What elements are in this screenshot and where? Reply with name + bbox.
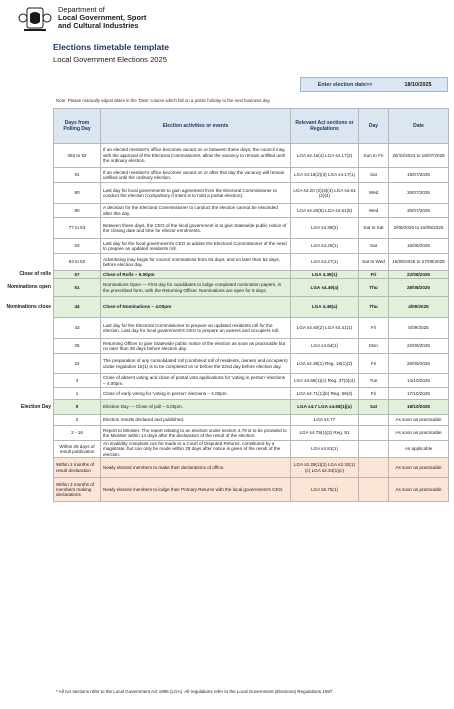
- cell-date: 16/08/2025 to 27/08/2025: [389, 254, 449, 271]
- cell-activity: Close of early voting for 'voting in person' elections – 4.00pm.: [101, 388, 291, 400]
- cell-date: 17/10/2025: [389, 388, 449, 400]
- cell-sections: LGA s4.16(4) LGA s4.17(2): [291, 144, 359, 168]
- table-row: [54, 279, 449, 297]
- cell-days: 0: [54, 400, 101, 415]
- cell-activity: Close of Nominations – 4.00pm: [101, 297, 291, 318]
- cell-activity: Last day for the local government's CEO to advise the Electoral Commissioner of the need to prepare an updated residents roll.: [101, 239, 291, 254]
- table-row: [54, 318, 449, 339]
- table-row: [54, 271, 449, 279]
- cell-date: 18/10/2025: [389, 400, 449, 415]
- cell-sections: LGA s4.81(1): [291, 441, 359, 458]
- cell-activity: Newly elected members to lodge their Primary Returns with the local government's CEO.: [101, 478, 291, 502]
- cell-activity: Report to Minister. The report relating to an election under section 4.79 is to be provided to the Minister within 14 days after the declaration of the result of the election.: [101, 426, 291, 441]
- col-date: Date: [389, 109, 449, 144]
- election-date-input[interactable]: [300, 77, 448, 92]
- table-row: [54, 183, 449, 204]
- cell-date: 19/07/2025: [389, 168, 449, 183]
- cell-day: Sat to Sat: [359, 218, 389, 239]
- table-row: [54, 400, 449, 415]
- cell-activity: If an elected member's office becomes vacant on or after this day the vacancy will remain unfilled until the ordinary election.: [101, 168, 291, 183]
- cell-day: Sat: [359, 400, 389, 415]
- cell-days: 91: [54, 168, 101, 183]
- cell-days: 80: [54, 183, 101, 204]
- cell-date: As applicable: [389, 441, 449, 458]
- side-label-election-day: Election Day: [20, 403, 51, 410]
- cell-day: Mon: [359, 339, 389, 354]
- side-label-nominations-close: Nominations close: [6, 303, 51, 310]
- election-date-label: Enter election date>>: [317, 81, 373, 88]
- col-day: Day: [359, 109, 389, 144]
- cell-date: 30/07/2025: [389, 183, 449, 204]
- cell-sections: LGA s2.29(1)(2) LGA s2.32(1)(c) LGA s2.34(1)(c): [291, 458, 359, 478]
- cell-days: 80: [54, 204, 101, 218]
- col-sections: Relevant Act sections or Regulations: [291, 109, 359, 144]
- table-row: [54, 354, 449, 374]
- cell-days: 363 to 92: [54, 144, 101, 168]
- cell-date: 14/10/2025: [389, 374, 449, 388]
- cell-activity: Returning Officer to give Statewide public notice of the election as soon as practicable but no later than 26 days before election day.: [101, 339, 291, 354]
- cell-date: 28/08/2025: [389, 279, 449, 297]
- cell-date: 30/07/2025: [389, 204, 449, 218]
- note-text: Note: Please manually adjust dates in the 'Date' column which fall on a public holiday to the next business day.: [56, 98, 271, 103]
- cell-activity: Close of Rolls – 5.00pm: [101, 271, 291, 279]
- cell-days: 2: [54, 415, 101, 426]
- footer-note: * All Act sections refer to the Local Government Act 1995 (LGA). All regulations refer to the Local Government (Elections) Regulations 1997.: [56, 689, 334, 694]
- cell-day: [359, 426, 389, 441]
- cell-date: As soon as practicable: [389, 426, 449, 441]
- table-row: [54, 441, 449, 458]
- cell-sections: LGA s4.38(1) Reg. 18(1)(2): [291, 354, 359, 374]
- cell-date: As soon as practicable: [389, 458, 449, 478]
- col-activity: Election activities or events: [101, 109, 291, 144]
- cell-sections: LGA s4.7 LGA s4.68(1)(a): [291, 400, 359, 415]
- cell-days: 51: [54, 279, 101, 297]
- cell-day: Thu: [359, 279, 389, 297]
- cell-date: 5/09/2025: [389, 318, 449, 339]
- department-line-2: Local Government, Sport: [58, 13, 147, 22]
- document-title: Elections timetable template: [53, 42, 170, 52]
- table-row: [54, 239, 449, 254]
- cell-sections: LGA s4.47(1): [291, 254, 359, 271]
- cell-day: Wed: [359, 183, 389, 204]
- table-row: [54, 426, 449, 441]
- cell-days: 4: [54, 374, 101, 388]
- cell-days: 63 to 52: [54, 254, 101, 271]
- cell-date: As soon as practicable: [389, 415, 449, 426]
- table-row: [54, 374, 449, 388]
- cell-day: Sat to Wed: [359, 254, 389, 271]
- table-row: [54, 218, 449, 239]
- cell-sections: LGA s4.64(1): [291, 339, 359, 354]
- col-days: Days from Polling Day: [54, 109, 101, 144]
- cell-days: 26: [54, 339, 101, 354]
- table-row: [54, 204, 449, 218]
- cell-activity: Last day for the Electoral Commissioner to prepare an updated residents roll for the election. Last day for local government's CEO to prepare an owners and occupiers roll.: [101, 318, 291, 339]
- table-row: [54, 339, 449, 354]
- cell-activity: Close of absent voting and close of postal vote applications for 'voting in person' elections – 4.00pm.: [101, 374, 291, 388]
- cell-days: 57: [54, 271, 101, 279]
- department-line-3: and Cultural Industries: [58, 21, 139, 30]
- side-label-close-rolls: Close of rolls: [19, 271, 51, 277]
- cell-day: Sat: [359, 239, 389, 254]
- cell-day: [359, 441, 389, 458]
- cell-sections: LGA s4.40(1): [291, 239, 359, 254]
- table-row: [54, 168, 449, 183]
- cell-days: 77 to 63: [54, 218, 101, 239]
- cell-sections: LGA s4.40(2) LGA s4.41(1): [291, 318, 359, 339]
- cell-activity: If an elected member's office becomes vacant on or between these days, the council may, with the approval of the Electoral Commissioner, allow the vacancy to remain unfilled until the ordinary election.: [101, 144, 291, 168]
- cell-activity: Newly elected members to make their declarations of office.: [101, 458, 291, 478]
- cell-activity: The preparation of any consolidated roll (combined roll of residents, owners and occupiers) under regulation 18(1) is to be completed on or before the 22nd day before election day.: [101, 354, 291, 374]
- table-row: [54, 254, 449, 271]
- cell-day: Fri: [359, 388, 389, 400]
- cell-day: Wed: [359, 204, 389, 218]
- cell-days: Within 2 months of result declaration: [54, 458, 101, 478]
- cell-sections: LGA s4.20(6) LGA s4.61(5): [291, 204, 359, 218]
- cell-day: Thu: [359, 297, 389, 318]
- cell-days: Within 28 days of result publication: [54, 441, 101, 458]
- cell-activity: Last day for local governments to gain agreement from the Electoral Commissioner to conduct the election (compulsory if intent is to hold a postal election).: [101, 183, 291, 204]
- cell-activity: A decision for the Electoral Commissioner to conduct the election cannot be rescinded after this day.: [101, 204, 291, 218]
- cell-day: Fri: [359, 354, 389, 374]
- cell-sections: LGA s4.77: [291, 415, 359, 426]
- department-line-1: Department of: [58, 5, 105, 14]
- cell-date: As soon as practicable: [389, 478, 449, 502]
- cell-activity: Election Day — Close of poll – 6.00pm.: [101, 400, 291, 415]
- cell-activity: Between these days, the CEO of the local government is to give Statewide public notice of the closing date and time for elector enrolments.: [101, 218, 291, 239]
- cell-activity: An invalidity complaint can be made to a Court of Disputed Returns, constituted by a magistrate, but can only be made within 28 days after notice is given of the result of the election.: [101, 441, 291, 458]
- cell-date: 2/08/2025 to 16/08/2025: [389, 218, 449, 239]
- cell-days: 1: [54, 388, 101, 400]
- cell-date: 22/09/2025: [389, 339, 449, 354]
- cell-days: Within 3 months of members making declarations: [54, 478, 101, 502]
- cell-sections: LGA s4.16(2)(3) LGA s4.17(1): [291, 168, 359, 183]
- cell-days: 2 - 16: [54, 426, 101, 441]
- cell-sections: LGA s5.75(1): [291, 478, 359, 502]
- cell-days: 43: [54, 318, 101, 339]
- cell-activity: Advertising may begin for council nominations from 63 days, and no later than 52 days, before election day.: [101, 254, 291, 271]
- document-subtitle: Local Government Elections 2025: [53, 55, 167, 64]
- table-row: [54, 144, 449, 168]
- cell-day: Sat: [359, 168, 389, 183]
- wa-government-crest-icon: [14, 6, 56, 36]
- cell-date: 22/08/2025: [389, 271, 449, 279]
- side-label-nominations-open: Nominations open: [7, 284, 51, 290]
- department-name: [58, 6, 146, 30]
- cell-sections: LGA s4.71(1)(b) Reg. 59(2): [291, 388, 359, 400]
- table-row: [54, 297, 449, 318]
- cell-sections: LGA s4.39(2): [291, 218, 359, 239]
- cell-activity: Nominations Open — First day for candidates to lodge completed nomination papers, in the prescribed form, with the Returning Officer. Nominations are open for 8 days.: [101, 279, 291, 297]
- cell-sections: LGA s4.20 (2)(3)(4) LGA s4.61 (2)(4): [291, 183, 359, 204]
- cell-day: [359, 415, 389, 426]
- election-date-value[interactable]: 18/10/2025: [404, 81, 432, 88]
- cell-sections: LGA s4.79(1)(2) Reg. 81: [291, 426, 359, 441]
- table-row: [54, 388, 449, 400]
- cell-date: 26/09/2025: [389, 354, 449, 374]
- cell-day: Tue: [359, 374, 389, 388]
- timetable: [53, 108, 449, 502]
- cell-day: [359, 478, 389, 502]
- cell-sections: LGA 4.49(a): [291, 297, 359, 318]
- table-row: [54, 415, 449, 426]
- cell-day: Fri: [359, 271, 389, 279]
- cell-sections: LGA s4.49(a): [291, 279, 359, 297]
- cell-days: 63: [54, 239, 101, 254]
- table-header-row: [54, 109, 449, 144]
- cell-date: 16/08/2025: [389, 239, 449, 254]
- cell-sections: LGA 4.39(1): [291, 271, 359, 279]
- cell-days: 44: [54, 297, 101, 318]
- cell-days: 22: [54, 354, 101, 374]
- cell-day: [359, 458, 389, 478]
- table-row: [54, 478, 449, 502]
- cell-date: 20/10/2024 to 18/07/2025: [389, 144, 449, 168]
- cell-day: Sun to Fri: [359, 144, 389, 168]
- cell-day: Fri: [359, 318, 389, 339]
- cell-date: 4/09/2025: [389, 297, 449, 318]
- cell-sections: LGA s4.68(1)(c) Reg. 37(3)(4): [291, 374, 359, 388]
- cell-activity: Election results declared and published.: [101, 415, 291, 426]
- table-row: [54, 458, 449, 478]
